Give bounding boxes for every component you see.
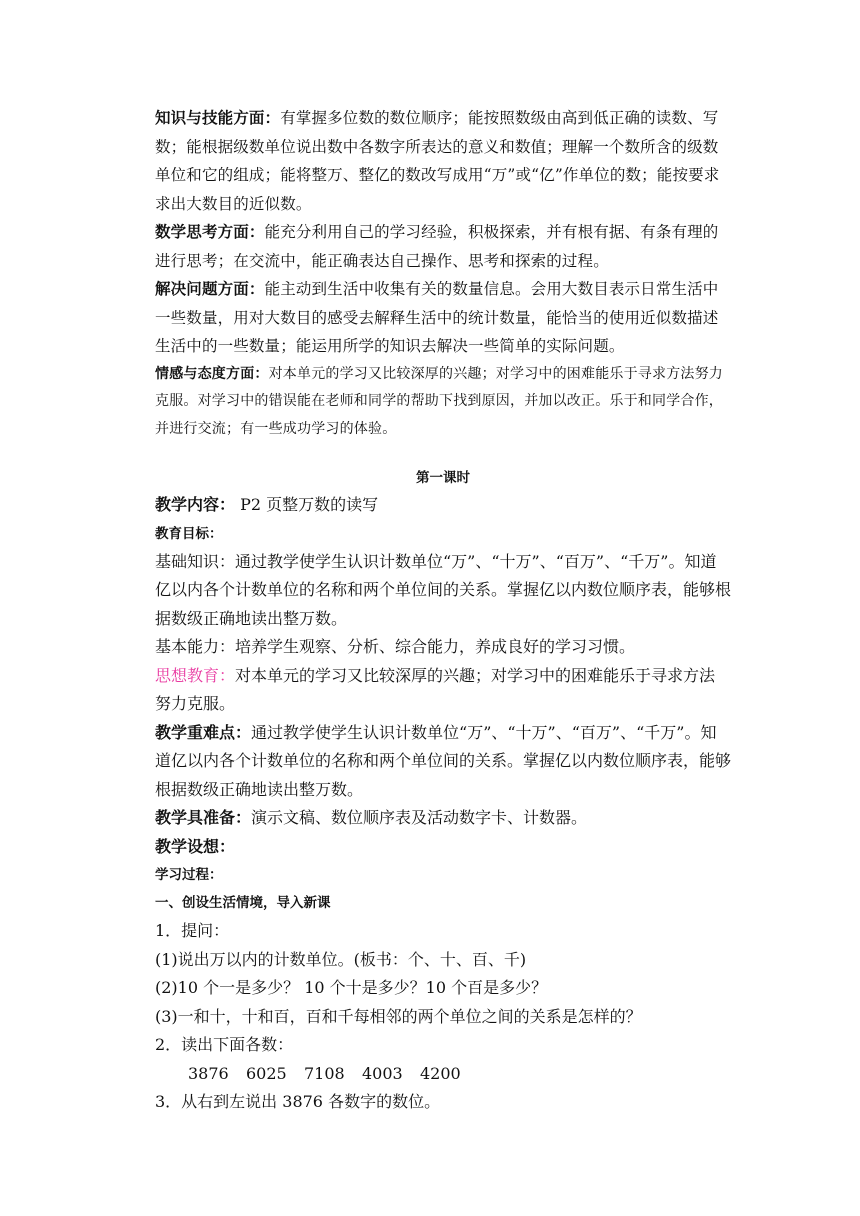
prep-label: 教学具准备：	[155, 808, 252, 827]
emotion-text: 对本单元的学习又比较深厚的兴趣；对学习中的困难能乐于寻求方法努力克服。对学习中的错误能在老师和同学的帮助下找到原因，并加以改正。乐于和同学合作，并进行交流；有一些成功学习的体验。	[155, 365, 724, 437]
key-text: 通过教学使学生认识计数单位“万”、“十万”、“百万”、“千万”。知道亿以内各个计数单位的名称和两个单位间的关系。掌握亿以内数位顺序表，能够根据数级正确地读出整万数。	[155, 722, 732, 799]
problem-text: 能主动到生活中收集有关的数量信息。会用大数目表示日常生活中一些数量，用对大数目的感受去解释生活中的统计数量，能恰当的使用近似数描述生活中的一些数量；能运用所学的知识去解决一些简单的实际问题。	[155, 280, 719, 355]
question-2: 2．读出下面各数：	[155, 1035, 294, 1054]
prep-text: 演示文稿、数位顺序表及活动数字卡、计数器。	[251, 808, 588, 827]
problem-label: 解决问题方面：	[155, 280, 265, 298]
document-page	[155, 104, 731, 1117]
content-text: P2 页整万数的读写	[235, 495, 379, 514]
question-1a: (1)说出万以内的计数单位。(板书：个、十、百、千)	[155, 949, 527, 969]
ideology-label: 思想教育：	[155, 665, 236, 685]
knowledge-text: 有掌握多位数的数位顺序；能按照数级由高到低正确的读数、写数；能根据级数单位说出数中各数字所表达的意义和数值；理解一个数所含的级数单位和它的组成；能将整万、整亿的数改写成用“万”或“亿”作单位的数；能按要求求出大数目的近似数。	[155, 109, 720, 213]
number-list	[155, 1060, 731, 1089]
number-item: 4003	[362, 1063, 403, 1083]
number-item: 3876	[188, 1063, 229, 1083]
knowledge-label: 知识与技能方面：	[155, 109, 281, 127]
goals-label: 教育目标：	[155, 525, 223, 542]
question-1c: (3)一和十，十和百，百和千每相邻的两个单位之间的关系是怎样的？	[155, 1006, 642, 1026]
process-label: 学习过程：	[155, 867, 223, 883]
step1-heading: 一、创设生活情境，导入新课	[155, 895, 331, 911]
lesson-content	[155, 491, 731, 520]
teaching-prep	[155, 804, 731, 833]
number-item: 6025	[246, 1063, 287, 1083]
question-1b: (2)10 个一是多少？ 10 个十是多少？10 个百是多少？	[155, 978, 548, 997]
ideology-text: 对本单元的学习又比较深厚的兴趣；对学习中的困难能乐于寻求方法努力克服。	[155, 665, 716, 713]
knowledge-objective	[155, 104, 731, 218]
question-1: 1．提问：	[155, 921, 230, 940]
lesson-title: 第一课时	[416, 470, 470, 486]
ideology-education	[155, 662, 731, 719]
teaching-design	[155, 833, 731, 862]
thinking-label: 数学思考方面：	[155, 223, 265, 241]
design-label: 教学设想：	[155, 836, 236, 856]
emotion-label: 情感与态度方面：	[155, 365, 269, 382]
thinking-text: 能充分利用自己的学习经验，积极探索，并有根有据、有条有理的进行思考；在交流中，能正确表达自己操作、思考和探索的过程。	[155, 223, 719, 270]
emotion-objective	[155, 361, 731, 444]
thinking-objective	[155, 218, 731, 275]
number-item: 4200	[420, 1063, 461, 1083]
key-label: 教学重难点：	[155, 722, 252, 742]
basic-ability: 基本能力：培养学生观察、分析、综合能力，养成良好的学习习惯。	[155, 637, 636, 656]
basic-knowledge: 基础知识：通过教学使学生认识计数单位“万”、“十万”、“百万”、“千万”。知道亿以内各个计数单位的名称和两个单位间的关系。掌握亿以内数位顺序表，能够根据数级正确地读出整万数。	[155, 551, 732, 628]
content-label: 教学内容：	[155, 495, 236, 514]
lesson-body	[155, 491, 731, 1117]
key-points	[155, 719, 731, 805]
unit-objectives	[155, 104, 731, 443]
number-item: 7108	[304, 1063, 345, 1083]
question-3: 3．从右到左说出 3876 各数字的数位。	[155, 1092, 441, 1111]
problem-objective	[155, 275, 731, 361]
